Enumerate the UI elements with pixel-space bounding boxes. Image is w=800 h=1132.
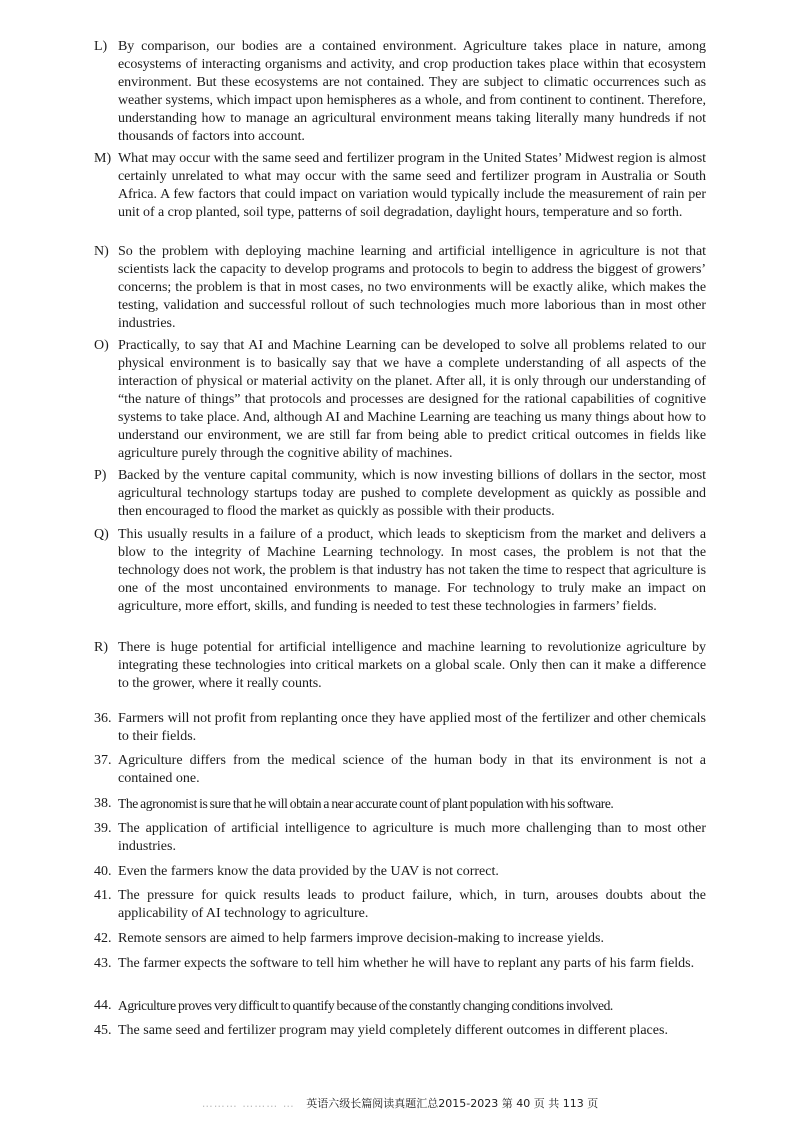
paragraph-text: Backed by the venture capital community, which is now investing billions of dollars in the sector, most agricultural technology startups today are pushed to complete development as quickly as possible and then encouraged to flood the market as quickly as possible with their products. [118, 468, 706, 519]
question-number: 42. [94, 931, 112, 946]
question-number: 44. [94, 998, 112, 1013]
footer-page-info: 英语六级长篇阅读真题汇总2015-2023 第 40 页 共 113 页 [306, 1097, 599, 1110]
question-text: The application of artificial intelligence to agriculture is much more challenging than to most other industries. [118, 821, 706, 854]
question-number: 38. [94, 796, 112, 811]
page-footer [0, 1095, 800, 1111]
paragraph-label: R) [94, 640, 108, 655]
paragraph-text: Practically, to say that AI and Machine Learning can be developed to solve all problems related to our physical environment is to basically say that we have a complete understanding of all aspects of the interaction of physical or material activity on the planet. After all, it is only through our understanding of “the nature of things” that protocols and processes are designed for the rational capabilities of cognitive systems to take place. And, although AI and Machine Learning are teaching us many things about how to understand our environment, we are still far from being able to predict critical outcomes in fields like agriculture purely through the cognitive ability of machines. [118, 338, 706, 461]
paragraph-q [94, 526, 706, 616]
question-number: 41. [94, 888, 112, 903]
paragraph-o [94, 337, 706, 463]
question-44 [94, 997, 706, 1015]
question-number: 36. [94, 711, 112, 726]
question-text: The same seed and fertilizer program may yield completely different outcomes in different places. [118, 1023, 668, 1038]
paragraph-p [94, 467, 706, 521]
question-text: Farmers will not profit from replanting once they have applied most of the fertilizer and other chemicals to their fields. [118, 711, 706, 744]
paragraph-r [94, 639, 706, 693]
question-number: 43. [94, 956, 112, 971]
question-41 [94, 887, 706, 923]
question-text: The agronomist is sure that he will obtain a near accurate count of plant population with his software. [118, 796, 614, 811]
question-42 [94, 930, 706, 948]
paragraph-text: There is huge potential for artificial intelligence and machine learning to revolutionize agriculture by integrating these technologies into critical markets on a global scale. Only then can it make a difference to the grower, where it really counts. [118, 640, 706, 691]
question-text: Agriculture proves very difficult to quantify because of the constantly changing conditions involved. [118, 998, 613, 1013]
paragraph-text: What may occur with the same seed and fertilizer program in the United States’ Midwest region is almost certainly unrelated to what may occur with the same seed and fertilizer program in Australia or South Africa. A few factors that could impact on variation would typically include the measurement of rain per unit of a crop planted, soil type, patterns of soil degradation, daylight hours, temperature and so forth. [118, 151, 706, 220]
question-45 [94, 1022, 706, 1040]
question-number: 37. [94, 753, 112, 768]
paragraph-m [94, 150, 706, 222]
footer-watermark: ……… ……… … [201, 1097, 295, 1110]
paragraph-label: O) [94, 338, 109, 353]
paragraph-text: So the problem with deploying machine learning and artificial intelligence in agriculture is not that scientists lack the capacity to develop programs and protocols to begin to address the biggest of growers’ concerns; the problem is that in most cases, no two environments will be exactly alike, which makes the testing, validation and successful rollout of such technologies much more laborious than in most other industries. [118, 244, 706, 331]
paragraph-l [94, 38, 706, 146]
question-38 [94, 795, 706, 813]
paragraph-label: M) [94, 151, 112, 166]
question-text: Even the farmers know the data provided by the UAV is not correct. [118, 864, 499, 879]
paragraph-label: N) [94, 244, 109, 259]
question-43 [94, 955, 706, 973]
question-number: 39. [94, 821, 112, 836]
question-number: 40. [94, 864, 112, 879]
question-39 [94, 820, 706, 856]
paragraph-n [94, 243, 706, 333]
question-37 [94, 752, 706, 788]
paragraph-label: L) [94, 39, 108, 54]
question-36 [94, 710, 706, 746]
question-40 [94, 863, 706, 881]
question-text: Remote sensors are aimed to help farmers improve decision-making to increase yields. [118, 931, 604, 946]
question-text: Agriculture differs from the medical science of the human body in that its environment is not a contained one. [118, 753, 706, 786]
question-text: The pressure for quick results leads to product failure, which, in turn, arouses doubts about the applicability of AI technology to agriculture. [118, 888, 706, 921]
paragraph-text: By comparison, our bodies are a contained environment. Agriculture takes place in nature, among ecosystems of interacting organisms and activity, and crop production takes place within that ecosystem environment. But these ecosystems are not contained. They are subject to climatic occurrences such as weather systems, which impact upon hemispheres as a whole, and from continent to continent. Therefore, understanding how to manage an agricultural environment means taking literally many hundreds if not thousands of factors into account. [118, 39, 706, 144]
question-text: The farmer expects the software to tell him whether he will have to replant any parts of his farm fields. [118, 956, 695, 971]
question-number: 45. [94, 1023, 112, 1038]
paragraph-label: Q) [94, 527, 109, 542]
paragraph-label: P) [94, 468, 107, 483]
paragraph-text: This usually results in a failure of a product, which leads to skepticism from the market and delivers a blow to the integrity of Machine Learning technology. In most cases, the problem is not that the technology does not work, the problem is that industry has not taken the time to respect that agriculture is one of the most uncontained environments to manage. For technology to truly make an impact on agriculture, more effort, skills, and funding is needed to test these technologies in farmers’ fields. [118, 527, 706, 614]
